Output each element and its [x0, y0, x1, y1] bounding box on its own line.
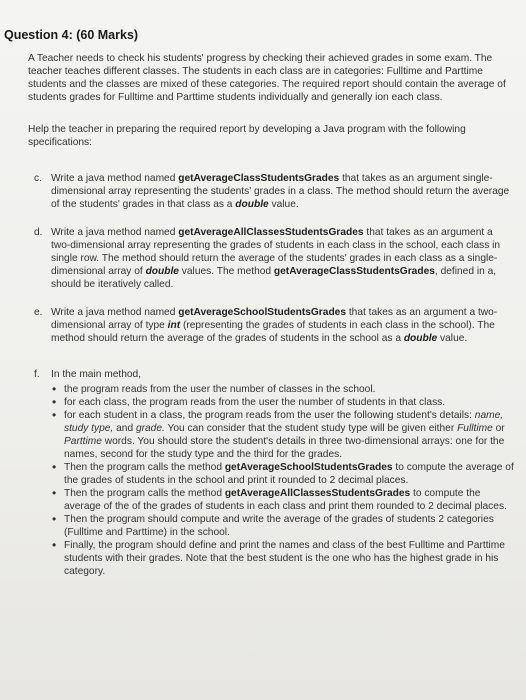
item-d-text: Write a java method named getAverageAllClassesStudentsGrades that takes as an argument a two-dimensional array representing the grades of students in each class in the school, each class in single row. The method should return the average of the students' grades in each class as a single-dimensional array of double values. The method getAverageClassStudentsGrades, defined in a, should be iteratively called.	[51, 227, 501, 290]
method-name: getAverageAllClassesStudentsGrades	[224, 488, 411, 499]
item-f-intro: In the main method,	[51, 369, 142, 380]
item-f	[34, 368, 514, 381]
item-f-label: f.	[34, 369, 40, 380]
item-d-label: d.	[34, 227, 43, 238]
list-item: • the program reads from the user the number of classes in the school.	[52, 383, 514, 396]
item-e-text: Write a java method named getAverageSchoolStudentsGrades that takes as an argument a two-dimensional array of type int (representing the grades of students in each class in the school). The method should return the average of the grades of students in the school as a double value.	[51, 307, 498, 344]
item-c-text: Write a java method named getAverageClassStudentsGrades that takes as an argument single-dimensional array representing the students' grades in a class. The method should return the average of the students' grades in that class as a double value.	[51, 173, 510, 210]
item-e-label: e.	[34, 307, 43, 318]
method-name: getAverageAllClassesStudentsGrades	[178, 227, 364, 238]
list-item: • Then the program calls the method getAverageSchoolStudentsGrades to compute the average of the grades of students in the school and print it rounded to 2 decimal places.	[52, 461, 514, 487]
type-name: double	[145, 266, 179, 277]
method-name: getAverageSchoolStudentsGrades	[224, 462, 393, 473]
item-e	[34, 306, 514, 345]
method-name: getAverageClassStudentsGrades	[273, 266, 435, 277]
method-name: getAverageClassStudentsGrades	[178, 173, 340, 184]
list-item: • for each class, the program reads from the user the number of students in that class.	[52, 396, 514, 409]
list-item: • Then the program calls the method getAverageAllClassesStudentsGrades to compute the average of the of the grades of students in each class and print them rounded to 2 decimal places.	[52, 487, 514, 513]
item-d	[34, 226, 514, 291]
type-name: double	[403, 333, 438, 344]
type-name: int	[167, 320, 181, 331]
method-name: getAverageSchoolStudentsGrades	[178, 307, 346, 318]
item-c	[34, 172, 514, 211]
type-name: double	[235, 199, 269, 210]
list-item: • for each student in a class, the program reads from the user the following student's details: name, study type, and grade. You can consider that the student study type will be given either Fulltime or Parttime words. You should store the student's details in three two-dimensional arrays: one for the names, second for the study type and the third for the grades.	[52, 409, 514, 461]
item-c-label: c.	[34, 173, 42, 184]
main-method-bullet-list	[52, 383, 514, 578]
list-item: • Then the program should compute and write the average of the grades of students 2 categories (Fulltime and Parttime) in the school.	[52, 513, 514, 539]
intro-paragraph: A Teacher needs to check his students' progress by checking their achieved grades in some exam. The teacher teaches different classes. The students in each class are in categories: Fulltime and Parttime students and the classes are mixed of these categories. The required report should contain the average of students grades for Fulltime and Parttime students individually and generally ion each class.	[28, 53, 506, 103]
list-item: • Finally, the program should define and print the names and class of the best Fulltime and Parttime students with their grades. Note that the best student is the one who has the highest grade in his category.	[52, 539, 514, 578]
question-title: Question 4: (60 Marks)	[4, 28, 139, 42]
help-paragraph: Help the teacher in preparing the required report by developing a Java program with the following specifications:	[28, 124, 466, 148]
